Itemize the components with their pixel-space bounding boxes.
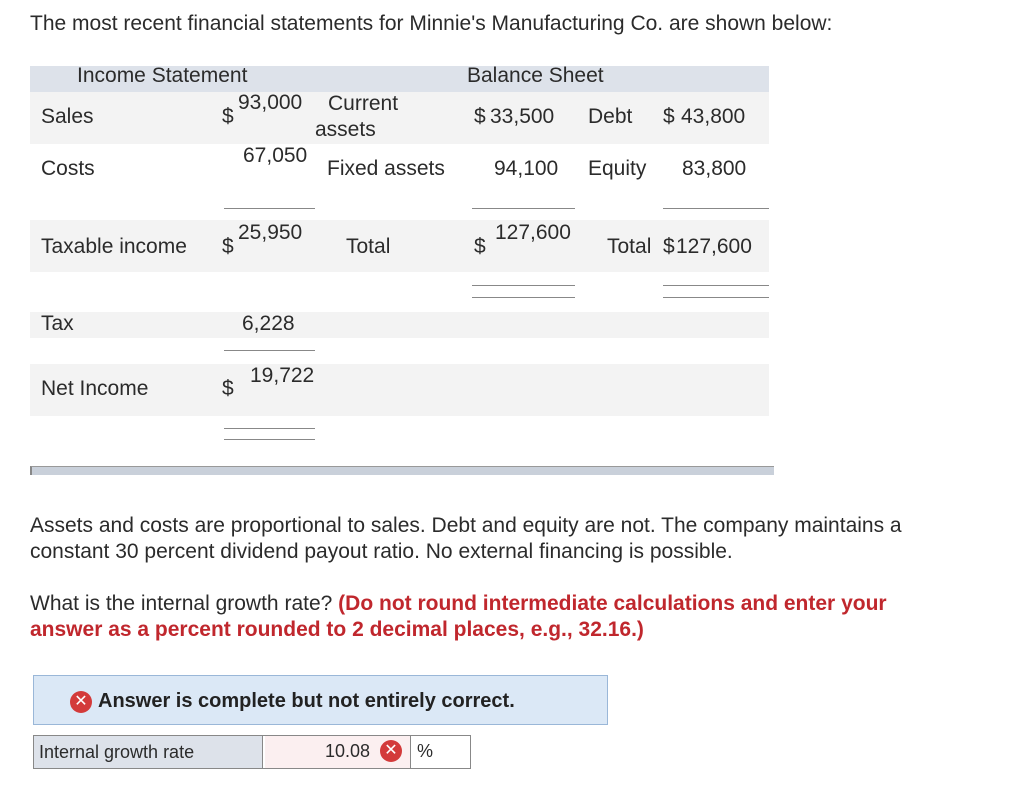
answer-value: 10.08: [325, 741, 371, 761]
taxable-income-label: Taxable income: [41, 235, 187, 258]
table-footer-scrollbar[interactable]: [30, 466, 774, 475]
sales-label: Sales: [41, 105, 94, 128]
fixed-assets-underline: [472, 208, 575, 209]
sales-value: 93,000: [238, 91, 303, 114]
equity-underline: [663, 208, 769, 209]
answer-label: Internal growth rate: [34, 736, 263, 768]
fixed-assets-label: Fixed assets: [327, 157, 445, 180]
question-text: What is the internal growth rate?: [30, 592, 333, 615]
income-statement-header: Income Statement: [77, 64, 248, 87]
current-assets-label-line2: assets: [315, 118, 376, 141]
net-income-label: Net Income: [41, 377, 149, 400]
taxable-income-value: 25,950: [238, 221, 303, 244]
row-band-4: [30, 312, 769, 338]
problem-paragraph: Assets and costs are proportional to sales. Debt and equity are not. The company maintains a constant 30 percent dividend payout ratio. No external financing is possible.: [30, 514, 902, 563]
net-income-double-underline-bottom: [224, 439, 315, 440]
debt-label: Debt: [588, 105, 633, 128]
total-assets-double-underline-top: [472, 285, 575, 286]
current-assets-currency: $: [474, 105, 486, 128]
total-liabilities-currency: $: [663, 235, 675, 258]
costs-label: Costs: [41, 157, 95, 180]
fixed-assets-value: 94,100: [494, 157, 559, 180]
row-band-1: [30, 92, 769, 144]
tax-value: 6,228: [242, 312, 295, 335]
incorrect-icon: ✕: [70, 691, 92, 713]
answer-unit: %: [417, 741, 434, 761]
net-income-double-underline-top: [224, 428, 315, 429]
feedback-text: Answer is complete but not entirely correct.: [98, 690, 515, 712]
tax-label: Tax: [41, 312, 74, 335]
current-assets-label-line1: Current: [328, 92, 399, 115]
total-liabilities-double-underline-bottom: [663, 297, 769, 298]
answer-incorrect-icon: ✕: [380, 740, 402, 762]
net-income-currency: $: [222, 377, 234, 400]
net-income-value: 19,722: [250, 364, 315, 387]
equity-label: Equity: [588, 157, 647, 180]
question-block: [30, 591, 950, 643]
total-assets-value: 127,600: [495, 221, 571, 244]
costs-value: 67,050: [243, 144, 308, 167]
total-assets-double-underline-bottom: [472, 297, 575, 298]
intro-text: The most recent financial statements for Minnie's Manufacturing Co. are shown below:: [30, 12, 833, 35]
total-assets-label: Total: [346, 235, 391, 258]
tax-underline: [224, 350, 315, 351]
current-assets-value: 33,500: [490, 105, 555, 128]
sales-currency: $: [222, 105, 234, 128]
balance-sheet-header: Balance Sheet: [467, 64, 604, 87]
total-assets-currency: $: [474, 235, 486, 258]
taxable-income-currency: $: [222, 235, 234, 258]
debt-currency: $: [663, 105, 675, 128]
equity-value: 83,800: [682, 157, 747, 180]
total-liabilities-value: 127,600: [676, 235, 752, 258]
total-liabilities-double-underline-top: [663, 285, 769, 286]
total-liabilities-label: Total: [607, 235, 652, 258]
debt-value: 43,800: [681, 105, 746, 128]
question-instruction: (Do not round intermediate calculations and enter your answer as a percent rounded to 2 decimal places, e.g., 32.16.): [30, 592, 887, 641]
costs-underline: [224, 208, 315, 209]
